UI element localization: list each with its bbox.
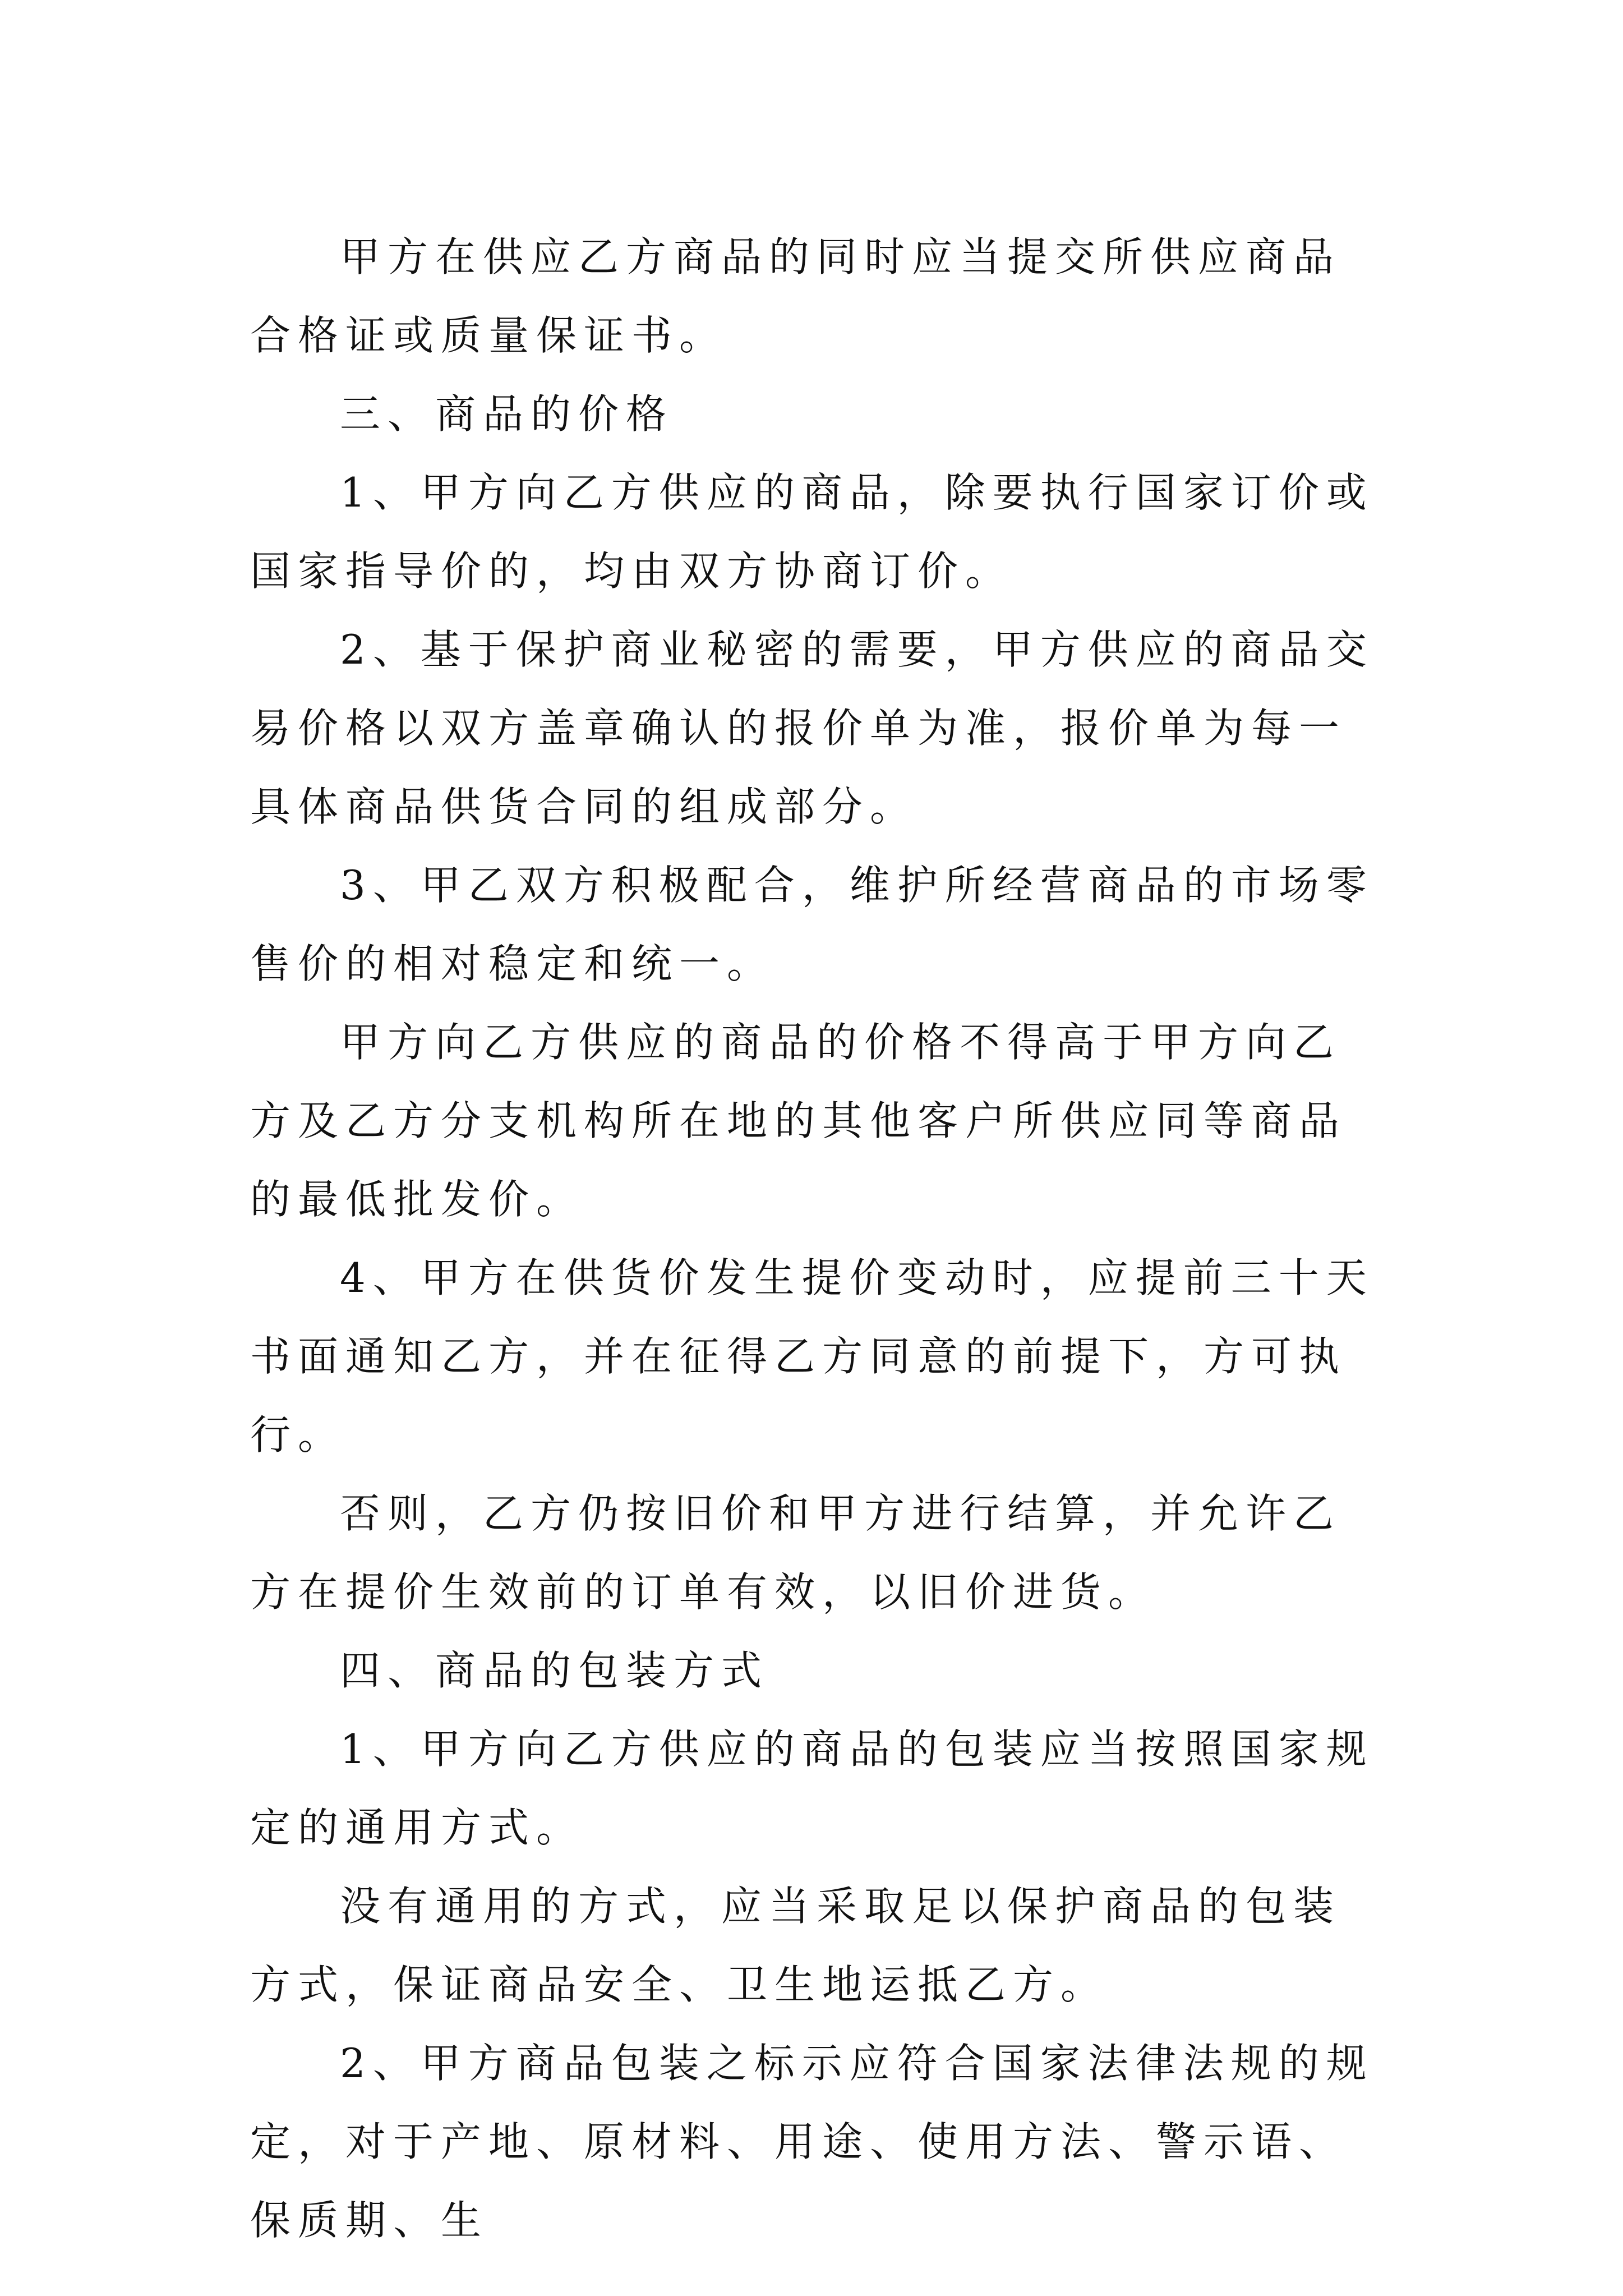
paragraph-price-1: 1、甲方向乙方供应的商品，除要执行国家订价或国家指导价的，均由双方协商订价。 [250, 469, 1374, 595]
paragraph-old-price: 否则，乙方仍按旧价和甲方进行结算，并允许乙方在提价生效前的订单有效，以旧价进货。 [250, 1490, 1341, 1616]
paragraph-certificate: 甲方在供应乙方商品的同时应当提交所供应商品合格证或质量保证书。 [250, 233, 1341, 359]
paragraph-price-2: 2、基于保护商业秘密的需要，甲方供应的商品交易价格以双方盖章确认的报价单为准，报价单为每一具体商品供货合同的组成部分。 [250, 626, 1374, 830]
section-heading-price: 三、商品的价格 [340, 390, 674, 438]
section-heading-packaging: 四、商品的包装方式 [340, 1647, 769, 1694]
document-body [250, 218, 1383, 2260]
paragraph-price-3: 3、甲乙双方积极配合，维护所经营商品的市场零售价的相对稳定和统一。 [250, 862, 1374, 987]
paragraph-price-4: 4、甲方在供货价发生提价变动时，应提前三十天书面通知乙方，并在征得乙方同意的前提下，方可执行。 [250, 1254, 1374, 1458]
paragraph-lowest-wholesale: 甲方向乙方供应的商品的价格不得高于甲方向乙方及乙方分支机构所在地的其他客户所供应同等商品的最低批发价。 [250, 1019, 1347, 1223]
paragraph-packaging-2: 2、甲方商品包装之标示应符合国家法律法规的规定，对于产地、原材料、用途、使用方法、警示语、保质期、生 [250, 2040, 1374, 2244]
paragraph-packaging-safety: 没有通用的方式，应当采取足以保护商品的包装方式，保证商品安全、卫生地运抵乙方。 [250, 1883, 1341, 2008]
paragraph-packaging-1: 1、甲方向乙方供应的商品的包装应当按照国家规定的通用方式。 [250, 1726, 1374, 1851]
